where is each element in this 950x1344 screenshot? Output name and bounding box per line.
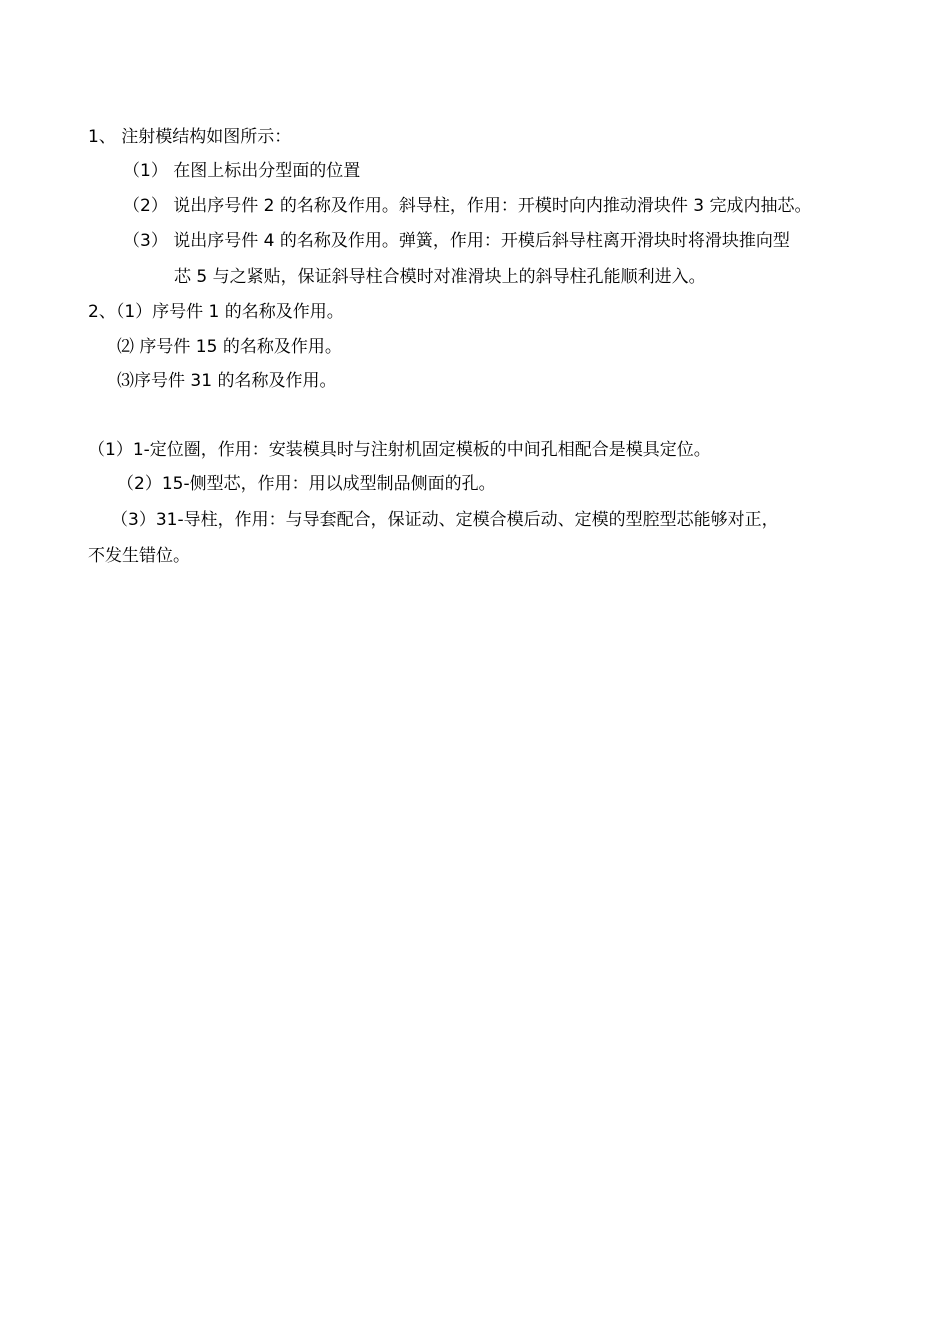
q2-title: 2、（1）序号件 1 的名称及作用。 (88, 302, 344, 322)
q1-sub3-line2: 芯 5 与之紧贴，保证斜导柱合模时对准滑块上的斜导柱孔能顺利进入。 (174, 267, 706, 287)
q2-sub3: ⑶序号件 31 的名称及作用。 (117, 371, 337, 391)
q1-sub3-line1: （3） 说出序号件 4 的名称及作用。弹簧，作用：开模后斜导柱离开滑块时将滑块推向型 (123, 231, 790, 251)
q1-title: 1、 注射模结构如图所示： (88, 127, 292, 147)
answer-3-line1: （3）31-导柱，作用：与导套配合，保证动、定模合模后动、定模的型腔型芯能够对正， (111, 510, 779, 530)
q2-sub2: ⑵ 序号件 15 的名称及作用。 (117, 337, 342, 357)
answer-3-line2: 不发生错位。 (88, 546, 190, 566)
q1-sub1: （1） 在图上标出分型面的位置 (123, 161, 361, 181)
answer-1: （1）1-定位圈，作用：安装模具时与注射机固定模板的中间孔相配合是模具定位。 (88, 440, 711, 460)
answer-2: （2）15-侧型芯，作用：用以成型制品侧面的孔。 (117, 474, 496, 494)
q1-sub2: （2） 说出序号件 2 的名称及作用。斜导柱，作用：开模时向内推动滑块件 3 完成内抽芯。 (123, 196, 812, 216)
